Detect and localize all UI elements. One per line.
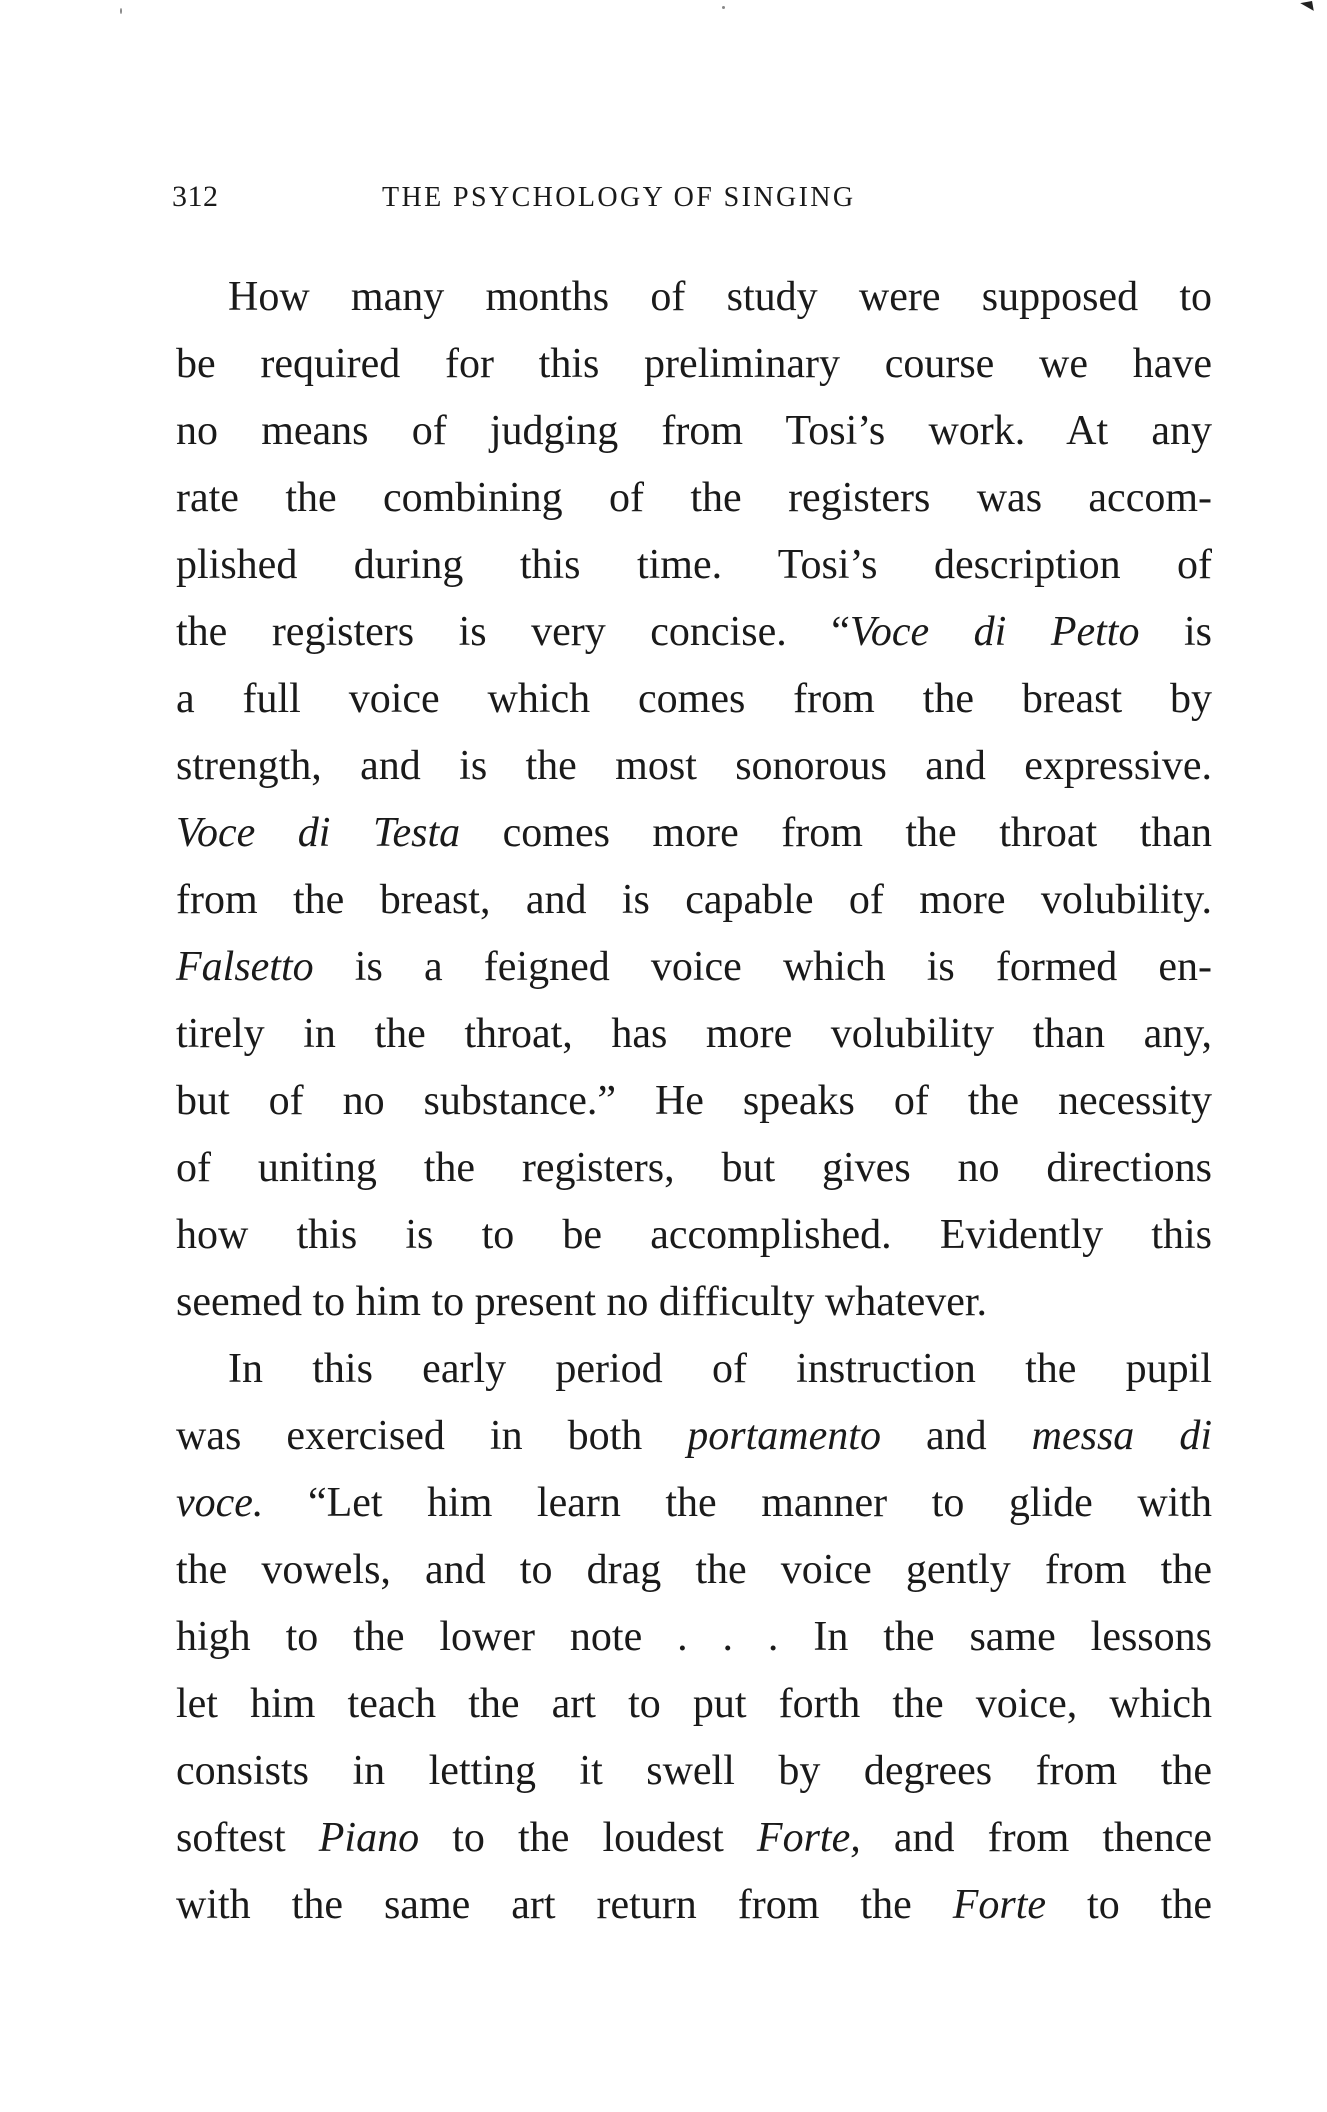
text-segment: was exercised in both	[176, 1413, 688, 1459]
text-segment: and	[880, 1413, 1032, 1459]
text-line	[176, 666, 1212, 733]
text-segment: plished during this time. Tosi’s description of	[176, 542, 1212, 588]
text-line	[176, 532, 1212, 599]
text-segment: How many months of study were supposed to	[228, 274, 1212, 320]
text-line	[176, 1537, 1212, 1604]
text-line	[176, 1604, 1212, 1671]
text-line	[176, 331, 1212, 398]
text-segment: but of no substance.” He speaks of the necessity	[176, 1078, 1212, 1124]
text-line	[176, 1269, 1212, 1336]
text-segment: “Let him learn the manner to glide with	[263, 1480, 1212, 1526]
text-line	[176, 264, 1212, 331]
page-header	[172, 180, 1212, 220]
text-line	[176, 465, 1212, 532]
text-segment: tirely in the throat, has more volubility than any,	[176, 1011, 1212, 1057]
text-segment: of uniting the registers, but gives no directions	[176, 1145, 1212, 1191]
text-line	[176, 1470, 1212, 1537]
italic-term: voce.	[176, 1480, 264, 1526]
text-line	[176, 398, 1212, 465]
text-line	[176, 800, 1212, 867]
text-line	[176, 1805, 1212, 1872]
italic-term: Forte	[952, 1882, 1047, 1928]
text-segment: let him teach the art to put forth the voice, which	[176, 1681, 1212, 1727]
corner-mark	[1300, 1, 1314, 13]
text-segment: softest	[176, 1815, 319, 1861]
text-segment: no means of judging from Tosi’s work. At any	[176, 408, 1212, 454]
running-head: THE PSYCHOLOGY OF SINGING	[382, 182, 856, 213]
paragraph	[176, 264, 1212, 1336]
text-segment: rate the combining of the registers was accom-	[176, 475, 1212, 521]
text-line	[176, 867, 1212, 934]
text-segment: how this is to be accomplished. Evidently this	[176, 1212, 1212, 1258]
page-number: 312	[172, 180, 219, 213]
paper-speck	[120, 8, 122, 14]
text-line	[176, 1135, 1212, 1202]
body-text	[176, 264, 1212, 1939]
text-line	[176, 1403, 1212, 1470]
text-segment: consists in letting it swell by degrees from the	[176, 1748, 1212, 1794]
text-segment: to the	[1046, 1882, 1213, 1928]
text-segment: a full voice which comes from the breast by	[176, 676, 1212, 722]
text-line	[176, 733, 1212, 800]
text-line	[176, 1068, 1212, 1135]
text-segment: with the same art return from the	[176, 1882, 953, 1928]
text-segment: to the loudest	[419, 1815, 757, 1861]
italic-term: portamento	[687, 1413, 881, 1459]
text-segment: is	[1139, 609, 1212, 655]
italic-term: Piano	[318, 1815, 420, 1861]
text-line	[176, 1001, 1212, 1068]
text-segment: from the breast, and is capable of more volubility.	[176, 877, 1212, 923]
italic-term: Voce di Petto	[849, 609, 1140, 655]
text-segment: is a feigned voice which is formed en-	[313, 944, 1212, 990]
text-segment: and from thence	[860, 1815, 1212, 1861]
text-line	[176, 1202, 1212, 1269]
text-segment: comes more from the throat than	[460, 810, 1212, 856]
text-line	[176, 599, 1212, 666]
text-segment: high to the lower note . . . In the same lessons	[176, 1614, 1212, 1660]
text-segment: strength, and is the most sonorous and expressive.	[176, 743, 1212, 789]
text-segment: In this early period of instruction the pupil	[228, 1346, 1212, 1392]
text-segment: be required for this preliminary course we have	[176, 341, 1212, 387]
text-line	[176, 1336, 1212, 1403]
paper-speck	[722, 6, 725, 9]
paragraph	[176, 1336, 1212, 1939]
text-line	[176, 1738, 1212, 1805]
italic-term: Falsetto	[176, 944, 314, 990]
italic-term: Voce di Testa	[176, 810, 461, 856]
text-segment: seemed to him to present no difficulty whatever.	[176, 1279, 988, 1325]
text-segment: the registers is very concise. “	[176, 609, 850, 655]
text-line	[176, 1671, 1212, 1738]
italic-term: Forte,	[756, 1815, 861, 1861]
text-segment: the vowels, and to drag the voice gently from the	[176, 1547, 1212, 1593]
italic-term: messa di	[1031, 1413, 1212, 1459]
text-line	[176, 934, 1212, 1001]
text-line	[176, 1872, 1212, 1939]
